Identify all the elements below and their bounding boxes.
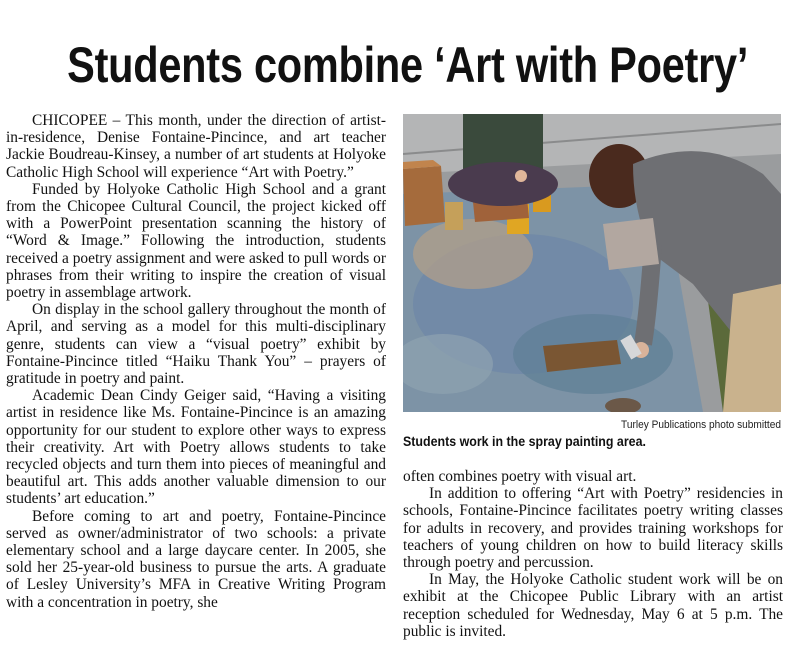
article-paragraph: On display in the school gallery throughout the month of April, and serving as a model for this multi-disciplinary genre, students can view a “visual poetry” exhibit by Fontaine-Pincince titled “Haiku Thank You” – prayers of gratitude in poetry and paint.: [6, 301, 386, 388]
article-paragraph: In May, the Holyoke Catholic student work will be on exhibit at the Chicopee Public Library with an artist reception scheduled for Wednesday, May 6 at 5 p.m. The public is invited.: [403, 571, 783, 640]
article-paragraph: Funded by Holyoke Catholic High School and a grant from the Chicopee Cultural Council, the project kicked off with a PowerPoint presentation scanning the history of “Word & Image.” Following the introduction, students received a poetry assignment and were asked to pull words or phrases from their writing to inspire the creation of visual poetry in assemblage artwork.: [6, 180, 386, 302]
article-paragraph: In addition to offering “Art with Poetry” residencies in schools, Fontaine-Pincince facilitates poetry writing classes for adults in recovery, and provides training workshops for teachers of young children on how to build literacy skills through poetry and percussion.: [403, 485, 783, 572]
photo-credit: Turley Publications photo submitted: [621, 419, 781, 431]
article-paragraph: often combines poetry with visual art.: [403, 468, 637, 485]
article-column-left: [6, 112, 386, 611]
spray-painting-photo: [403, 114, 781, 412]
headline: Students combine ‘Art with Poetry’: [67, 37, 749, 93]
article-paragraph: Academic Dean Cindy Geiger said, “Having a visiting artist in residence like Ms. Fontaine-Pincince is an amazing opportunity for our student to explore other ways to express their creativity. Art with Poetry allows students to take recycled objects and turn them into pieces of meaningful and beautiful art. This adds another valuable dimension to our students’ art education.”: [6, 387, 386, 508]
article-paragraph: CHICOPEE – This month, under the direction of artist-in-residence, Denise Fontaine-Pincince, and art teacher Jackie Boudreau-Kinsey, a number of art students at Holyoke Catholic High School will experience “Art with Poetry.”: [6, 112, 386, 181]
article-paragraph: Before coming to art and poetry, Fontaine-Pincince served as owner/administrator of two schools: a private elementary school and a large daycare center. In 2005, she sold her 25-year-old business to pursue the arts. A graduate of Lesley University’s MFA in Creative Writing Program with a concentration in poetry, she: [6, 507, 386, 611]
news-photo: [403, 114, 781, 412]
article-column-right: [403, 468, 783, 640]
photo-caption: Students work in the spray painting area.: [403, 434, 646, 449]
